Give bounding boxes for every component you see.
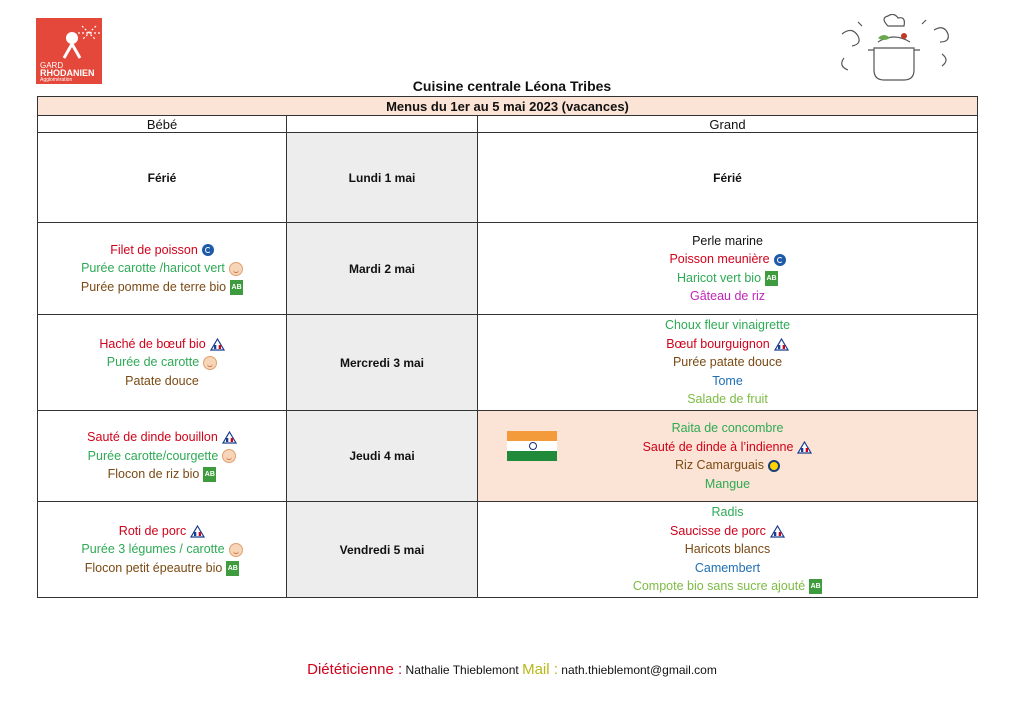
india-flag-icon <box>507 431 557 461</box>
dish-item: Patate douce <box>125 373 199 388</box>
dish-item: Purée 3 légumes / carotte <box>38 540 286 559</box>
igp-label-icon <box>768 460 780 472</box>
dish-item: Flocon de riz bio AB <box>107 467 215 482</box>
homemade-smiley-icon <box>203 356 217 370</box>
mail-label: Mail : <box>522 661 558 678</box>
column-header-grand: Grand <box>478 116 978 133</box>
dish-item: Filet de poisson <box>38 241 286 260</box>
dish-item: Camembert <box>694 560 761 575</box>
day-cell: Mardi 2 mai <box>287 223 478 315</box>
msc-label-icon <box>774 254 786 266</box>
column-header-day <box>287 116 478 133</box>
french-origin-icon <box>210 338 225 351</box>
dish-item: Saucisse de porc <box>478 522 977 541</box>
menu-subtitle: Menus du 1er au 5 mai 2023 (vacances) <box>38 97 978 116</box>
bebe-ferie: Férié <box>147 170 177 185</box>
grand-cell <box>478 315 978 411</box>
dish-item: Salade de fruit <box>687 392 768 407</box>
subtitle-row <box>38 97 978 116</box>
grand-ferie: Férié <box>713 170 742 185</box>
dish-item: Mangue <box>704 476 751 491</box>
day-cell: Lundi 1 mai <box>287 133 478 223</box>
bebe-cell <box>38 502 287 598</box>
organic-ab-icon: AB <box>765 271 778 286</box>
dish-item: Gâteau de riz <box>689 289 766 303</box>
dish-item: Perle marine <box>692 233 763 248</box>
homemade-smiley-icon <box>229 543 243 557</box>
dish-item: Sauté de dinde bouillon <box>38 428 286 447</box>
french-origin-icon <box>190 525 205 538</box>
dish-item: Radis <box>711 505 744 520</box>
dish-item: Poisson meunière <box>478 250 977 269</box>
dish-item: Purée patate douce <box>672 355 783 370</box>
day-cell: Mercredi 3 mai <box>287 315 478 411</box>
organic-ab-icon: AB <box>230 280 243 295</box>
dish-item: Choux fleur vinaigrette <box>664 318 791 333</box>
grand-cell <box>478 502 978 598</box>
dish-item: Flocon petit épeautre bio AB <box>84 560 238 575</box>
gard-rhodanien-logo <box>36 18 102 84</box>
dietician-label: Diététicienne : <box>307 661 403 678</box>
dish-item: Compote bio sans sucre ajouté AB <box>632 579 821 594</box>
grand-cell <box>478 133 978 223</box>
dish-item: Haché de bœuf bio <box>38 335 286 354</box>
bebe-cell <box>38 411 287 502</box>
dish-item: Riz Camarguais <box>478 456 977 475</box>
logo-mark-icon <box>56 22 100 60</box>
dish-item: Bœuf bourguignon <box>478 335 977 354</box>
dish-item: Purée carotte/courgette <box>38 447 286 466</box>
logo-line2: RHODANIEN <box>40 68 95 78</box>
bebe-cell <box>38 315 287 411</box>
footer-contact <box>0 661 1024 678</box>
cooking-pot-illustration-icon <box>834 14 954 86</box>
dish-item: Raita de concombre <box>671 421 784 435</box>
email-address[interactable]: nath.thieblemont@gmail.com <box>561 663 717 677</box>
page-title: Cuisine centrale Léona Tribes <box>412 78 612 94</box>
organic-ab-icon: AB <box>203 467 216 482</box>
dish-item: Haricots blancs <box>684 542 771 557</box>
grand-cell <box>478 223 978 315</box>
homemade-smiley-icon <box>229 262 243 276</box>
menu-row-jeudi <box>38 411 978 502</box>
menu-row-lundi <box>38 133 978 223</box>
dish-item: Purée pomme de terre bio AB <box>80 279 242 294</box>
dish-item: Roti de porc <box>38 522 286 541</box>
dish-item: Tome <box>712 373 743 388</box>
logo-line3: Agglomération <box>40 77 73 83</box>
dietician-name: Nathalie Thieblemont <box>405 663 519 677</box>
grand-cell <box>478 411 978 502</box>
bebe-cell <box>38 133 287 223</box>
menu-row-mardi <box>38 223 978 315</box>
french-origin-icon <box>774 338 789 351</box>
header-row <box>38 116 978 133</box>
day-cell: Jeudi 4 mai <box>287 411 478 502</box>
column-header-bebe: Bébé <box>38 116 287 133</box>
dish-item: Sauté de dinde à l’indienne <box>478 438 977 457</box>
french-origin-icon <box>770 525 785 538</box>
bebe-cell <box>38 223 287 315</box>
dish-item: Purée carotte /haricot vert <box>38 259 286 278</box>
french-origin-icon <box>222 431 237 444</box>
organic-ab-icon: AB <box>226 561 239 576</box>
day-cell: Vendredi 5 mai <box>287 502 478 598</box>
menu-table <box>37 96 978 598</box>
dish-item: Purée de carotte <box>38 353 286 372</box>
logo-line1: GARD <box>40 61 64 70</box>
menu-row-mercredi <box>38 315 978 411</box>
organic-ab-icon: AB <box>809 579 822 594</box>
french-origin-icon <box>797 441 812 454</box>
dish-item: Haricot vert bio AB <box>676 270 777 285</box>
msc-label-icon <box>202 244 214 256</box>
menu-row-vendredi <box>38 502 978 598</box>
homemade-smiley-icon <box>222 449 236 463</box>
